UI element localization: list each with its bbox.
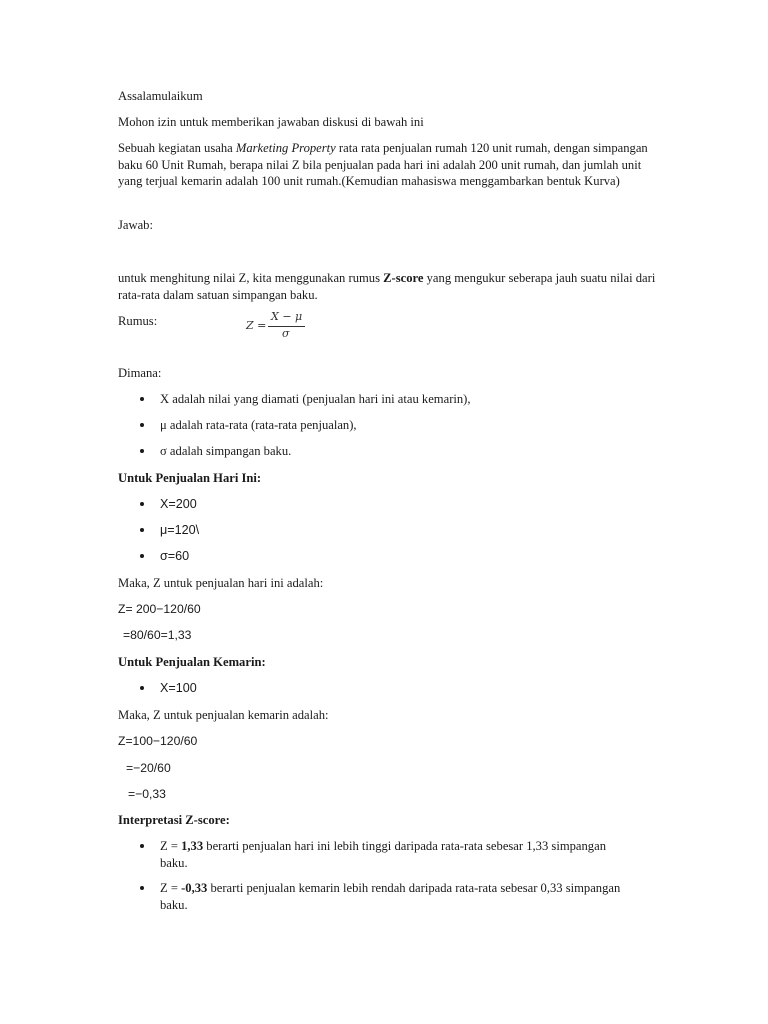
formula-numerator: X − μ [271,310,303,323]
bullet-icon [140,886,144,890]
formula-lhs: Z = [246,319,267,332]
rumus-label: Rumus: [118,314,158,328]
explain-paragraph [118,270,658,303]
yesterday-heading: Untuk Penjualan Kemarin: [118,655,266,669]
formula-denominator: σ [282,327,290,340]
intro-text: Mohon izin untuk memberikan jawaban diskusi di bawah ini [118,115,424,129]
question-paragraph [118,140,658,190]
greeting: Assalamulaikum [118,89,203,103]
bullet-icon [140,844,144,848]
interp-heading: Interpretasi Z-score: [118,813,230,827]
today-intro: Maka, Z untuk penjualan hari ini adalah: [118,576,324,590]
bullet-icon [140,554,144,558]
z-score-formula [243,310,313,344]
explain-prefix: untuk menghitung nilai Z, kita menggunakan rumus [118,271,384,285]
today-calc-1: Z= 200−120/60 [118,602,201,616]
jawab-label: Jawab: [118,218,153,232]
yesterday-calc-1: Z=100−120/60 [118,734,198,748]
bullet-icon [140,528,144,532]
bullet-icon [140,686,144,690]
document-page: Assalamulaikum Mohon izin untuk memberikan jawaban diskusi di bawah ini Sebuah kegiatan usaha Marketing Property rata rata penjualan rumah 120 unit rumah, dengan simpangan baku 60 Unit Rumah, berapa nilai Z bila penjualan pada hari ini adalah 200 unit rumah, dan jumlah unit yang terjual kemarin adalah 100 unit rumah.(Kemudian mahasiswa menggambarkan bentuk Kurva) Jawab: untuk menghitung nilai Z, kita menggunakan rumus Z-score yang mengukur seberapa jauh suatu nilai dari rata-rata dalam satuan simpangan baku. Rumus: Z = X − μ σ Dimana: X adalah nilai yang diamati (penjualan hari ini atau kemarin), μ adalah rata-rata (rata-rata penjualan), σ adalah simpangan baku. Untuk Penjualan Hari Ini: X=200 μ=120\ σ=60 Maka, Z untuk penjualan hari ini adalah: Z= 200−120/60 =80/60=1,33 Untuk Penjualan Kemarin: X=100 Maka, Z untuk penjualan kemarin adalah: Z=100−120/60 =−20/60 =−0,33 Interpretasi Z-score: Z = 1,33 berarti penjualan hari ini lebih tinggi daripada rata-rata sebesar 1,33 simpangan baku. Z = -0,33 berarti penjualan kemarin lebih rendah daripada rata-rata sebesar 0,33 simpangan baku. [0,0,768,1024]
bullet-icon [140,397,144,401]
yesterday-calc-3: =−0,33 [128,787,166,801]
explain-suffix: yang mengukur seberapa jauh suatu nilai dari rata-rata dalam satuan simpangan baku. [118,271,656,302]
yesterday-intro: Maka, Z untuk penjualan kemarin adalah: [118,708,329,722]
today-calc-2: =80/60=1,33 [123,628,192,642]
dimana-label: Dimana: [118,366,162,380]
bullet-icon [140,449,144,453]
question-prefix: Sebuah kegiatan usaha [118,141,236,155]
explain-bold: Z-score [383,271,424,285]
yesterday-calc-2: =−20/60 [126,761,171,775]
question-italic: Marketing Property [235,141,336,155]
today-heading: Untuk Penjualan Hari Ini: [118,471,262,485]
question-suffix: rata rata penjualan rumah 120 unit rumah, dengan simpangan baku 60 Unit Rumah, berapa nilai Z bila penjualan pada hari ini adalah 200 unit rumah, dan jumlah unit yang terjual kemarin adalah 100 unit rumah.(Kemudian mahasiswa menggambarkan bentuk Kurva) [118,141,648,188]
bullet-icon [140,423,144,427]
bullet-icon [140,502,144,506]
